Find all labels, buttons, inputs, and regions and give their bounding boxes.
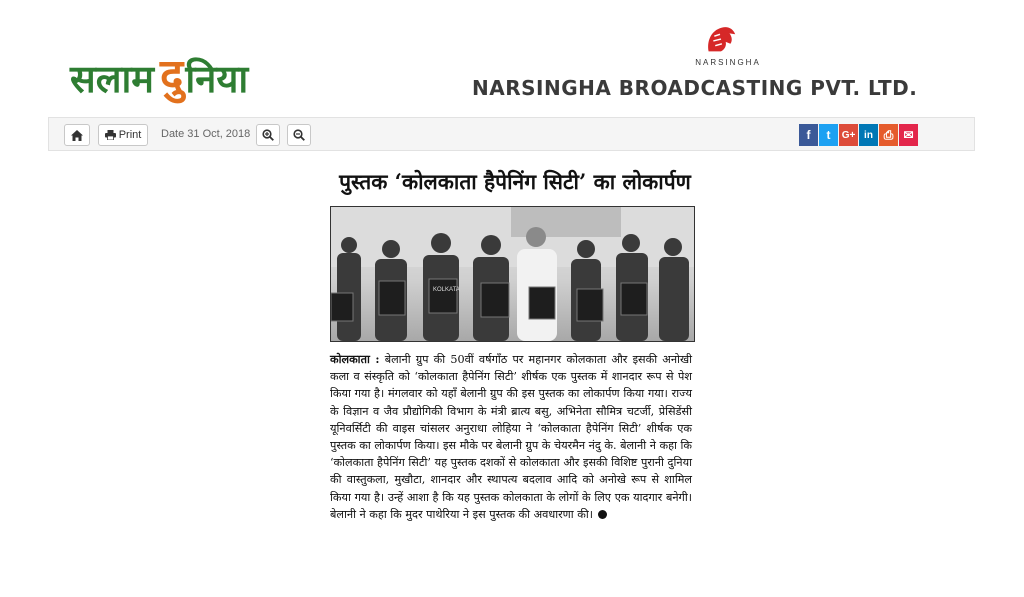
linkedin-icon: in (864, 129, 873, 141)
printer-icon (105, 130, 116, 140)
social-share-bar (799, 124, 918, 146)
book-launch-photo (331, 207, 694, 341)
brand-name: NARSINGHA BROADCASTING PVT. LTD. (472, 76, 918, 100)
logo-word-2: निया (185, 57, 249, 101)
print-button[interactable] (98, 124, 148, 146)
logo-word-1: सलाम (70, 57, 155, 101)
facebook-share-button[interactable] (799, 124, 818, 146)
dateline-place: कोलकाता : (330, 352, 380, 366)
narsingha-brand (440, 18, 980, 108)
email-icon: ✉ (903, 128, 914, 142)
site-header (0, 0, 1024, 118)
toolbar (48, 117, 975, 151)
print-icon: ⎙ (883, 127, 894, 142)
article-body (330, 351, 692, 523)
lion-logo-icon (701, 22, 739, 58)
print-label: Print (118, 129, 142, 141)
book-cover-label: KOLKATA (433, 287, 460, 293)
zoom-in-button[interactable] (256, 124, 280, 146)
zoom-out-icon (293, 129, 305, 141)
article-photo (330, 206, 695, 342)
brand-sub-label: NARSINGHA (695, 58, 761, 67)
linkedin-share-button[interactable] (859, 124, 878, 146)
article-date: Date 31 Oct, 2018 (161, 128, 251, 140)
article-body-text: बेलानी ग्रुप की 50वीं वर्षगाँठ पर महानगर कोलकाता और इसकी अनोखी कला व संस्कृति को ‘कोलकाता हैपेनिंग सिटी’ शीर्षक एक पुस्तक में शानदार रूप से पेश किया गया है। मंगलवार को यहाँ बेलानी ग्रुप की इस पुस्तक का लोकार्पण किया गया। राज्य के विज्ञान व जैव प्रौद्योगिकी विभाग के मंत्री ब्रात्य बसु, अभिनेता सौमित्र चटर्जी, प्रेसिडेंसी यूनिवर्सिटी की वाइस चांसलर अनुराधा लोहिया ने ‘कोलकाता हैपेनिंग सिटी’ शीर्षक एक पुस्तक का लोकार्पण किया। इस मौके पर बेलानी ग्रुप के चेयरमैन नंदु के. बेलानी ने कहा कि ‘कोलकाता हैपेनिंग सिटी’ यह पुस्तक दशकों से कोलकाता और इसकी विशिष्ट पुरानी दुनिया की वास्तुकला, मुखौटा, शानदार और स्थापत्य बदलाव आदि को अनोखे रूप से शामिल किया गया है। उन्हें आशा है कि यह पुस्तक कोलकाता के लोगों के लिए एक यादगार बनेगी। बेलानी ने कहा कि मुदर पाथेरिया ने इस पुस्तक की अवधारणा की। (330, 353, 692, 521)
zoom-out-button[interactable] (287, 124, 311, 146)
google-plus-icon: G+ (841, 129, 856, 141)
article-headline: पुस्तक ‘कोलकाता हैपेनिंग सिटी’ का लोकार्पण (339, 169, 691, 194)
facebook-icon: f (806, 128, 811, 142)
email-share-button[interactable] (899, 124, 918, 146)
print-share-button[interactable] (879, 124, 898, 146)
home-icon (71, 130, 83, 141)
twitter-icon: t (826, 128, 831, 142)
logo-mark: दु (160, 50, 184, 101)
zoom-in-icon (262, 129, 274, 141)
twitter-share-button[interactable] (819, 124, 838, 146)
google-plus-share-button[interactable] (839, 124, 858, 146)
home-button[interactable] (64, 124, 90, 146)
salaam-duniya-logo[interactable] (70, 48, 249, 101)
end-mark-icon (598, 510, 607, 519)
